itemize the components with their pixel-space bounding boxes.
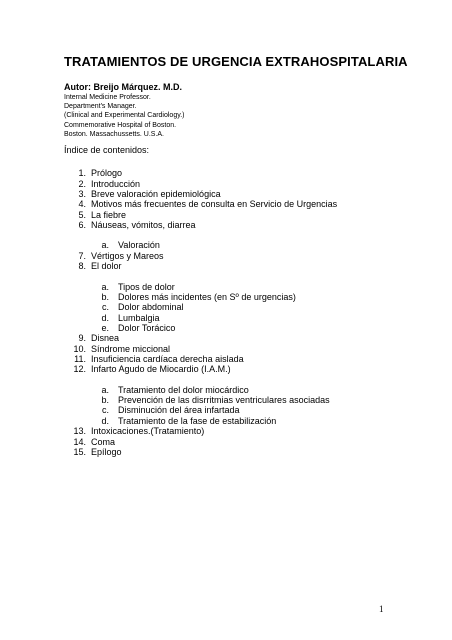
toc-item-label: El dolor <box>91 261 122 271</box>
toc-item-number: b. <box>101 292 109 302</box>
toc-item-label: Breve valoración epidemiológica <box>91 189 221 199</box>
toc-item-label: Valoración <box>118 240 160 250</box>
affiliation-line: Boston. Massachussetts. U.S.A. <box>64 130 164 138</box>
toc-item-label: Introducción <box>91 179 141 189</box>
toc-item-number: d. <box>101 416 109 426</box>
index-heading: Índice de contenidos: <box>64 145 150 155</box>
toc-item-number: 9. <box>78 333 86 343</box>
toc-item-number: 4. <box>78 199 86 209</box>
toc-item-label: Dolor Torácico <box>118 323 176 333</box>
toc-item-number: 7. <box>78 251 86 261</box>
toc-item-number: 11. <box>74 354 86 364</box>
page-number: 1 <box>379 604 384 614</box>
toc-item-number: d. <box>101 313 109 323</box>
affiliation-line: Internal Medicine Professor. <box>64 94 151 101</box>
toc-item-label: Náuseas, vómitos, diarrea <box>91 220 196 230</box>
toc-item-label: Prevención de las disrritmias ventriculares asociadas <box>118 395 330 405</box>
toc-item-number: a. <box>101 240 109 250</box>
toc-item-label: Síndrome miccional <box>91 344 171 354</box>
toc-item-number: 15. <box>73 447 86 457</box>
toc-item-label: La fiebre <box>91 210 127 220</box>
toc-item-label: Lumbalgia <box>118 313 160 323</box>
toc-item-number: c. <box>101 302 109 312</box>
toc-item-number: 1. <box>78 168 86 178</box>
toc-item-label: Dolores más incidentes (en Sº de urgencias) <box>118 292 296 302</box>
toc-item-label: Disminución del área infartada <box>118 405 240 415</box>
author-affiliation <box>64 93 184 139</box>
toc-item-label: Epílogo <box>91 447 122 457</box>
toc-item-number: 5. <box>78 210 86 220</box>
toc-item-number: 13. <box>73 426 86 436</box>
toc-item-number: 14. <box>73 437 86 447</box>
toc-item-label: Infarto Agudo de Miocardio (I.A.M.) <box>91 364 231 374</box>
toc-item-number: c. <box>101 405 109 415</box>
toc-item-label: Intoxicaciones.(Tratamiento) <box>91 426 205 436</box>
toc-item-number: 2. <box>78 179 86 189</box>
toc-item-number: e. <box>101 323 109 333</box>
affiliation-line: Department's Manager. <box>64 103 137 111</box>
toc-item-number: a. <box>101 385 109 395</box>
toc-item-number: 8. <box>78 261 86 271</box>
toc-item-label: Motivos más frecuentes de consulta en Servicio de Urgencias <box>91 199 338 209</box>
toc-item-label: Dolor abdominal <box>118 302 184 312</box>
toc-item-label: Tratamiento de la fase de estabilización <box>118 416 277 426</box>
toc-item-label: Vértigos y Mareos <box>91 251 164 261</box>
toc-item-number: 12. <box>73 364 86 374</box>
toc-item-label: Disnea <box>91 333 120 343</box>
toc-item-label: Tipos de dolor <box>118 282 175 292</box>
affiliation-line: (Clinical and Experimental Cardiology.) <box>64 112 185 120</box>
toc-item-number: b. <box>101 395 109 405</box>
toc-item-label: Coma <box>91 437 116 447</box>
toc-item-label: Tratamiento del dolor miocárdico <box>118 385 249 395</box>
toc-item-number: 3. <box>78 189 86 199</box>
toc-item-number: a. <box>101 282 109 292</box>
toc-item-label: Insuficiencia cardíaca derecha aislada <box>91 354 244 364</box>
toc-item-label: Prólogo <box>91 168 123 178</box>
document-title: TRATAMIENTOS DE URGENCIA EXTRAHOSPITALARIA <box>64 54 408 69</box>
affiliation-line: Commemorative Hospital of Boston. <box>64 121 177 129</box>
toc-item-number: 10. <box>73 344 86 354</box>
toc-item-number: 6. <box>78 220 86 230</box>
author-line: Autor: Breijo Márquez. M.D. <box>64 82 183 92</box>
